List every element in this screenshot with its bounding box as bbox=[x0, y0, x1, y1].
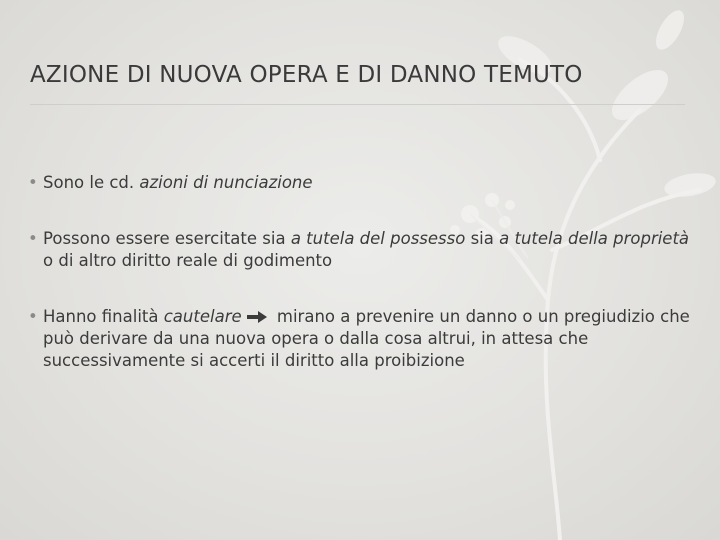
bullet-item bbox=[28, 172, 698, 194]
right-arrow-icon bbox=[246, 310, 268, 324]
bullet-marker: • bbox=[28, 229, 38, 248]
bullet-text: mirano a prevenire un danno o un pregiudizio che può derivare da una nuova opera o dalla cosa altrui, in attesa che successivamente si accerti il diritto alla proibizione bbox=[43, 307, 690, 370]
title-divider bbox=[30, 104, 685, 105]
bullet-text: o di altro diritto reale di godimento bbox=[43, 251, 333, 270]
bullet-text: sia bbox=[465, 229, 500, 248]
bullet-text-italic: azioni di nunciazione bbox=[139, 173, 313, 192]
bullet-text-italic: cautelare bbox=[163, 307, 242, 326]
bullet-text-italic: a tutela della proprietà bbox=[499, 229, 690, 248]
bullet-text-italic: a tutela del possesso bbox=[290, 229, 466, 248]
bullet-text: Sono le cd. bbox=[43, 173, 140, 192]
slide-content bbox=[28, 172, 698, 372]
slide-title: AZIONE DI NUOVA OPERA E DI DANNO TEMUTO bbox=[30, 62, 583, 88]
bullet-text: Possono essere esercitate sia bbox=[43, 229, 291, 248]
bullet-item bbox=[28, 306, 698, 372]
bullet-text: Hanno finalità bbox=[43, 307, 164, 326]
bullet-item bbox=[28, 228, 698, 272]
bullet-marker: • bbox=[28, 173, 38, 192]
bullet-marker: • bbox=[28, 307, 38, 326]
